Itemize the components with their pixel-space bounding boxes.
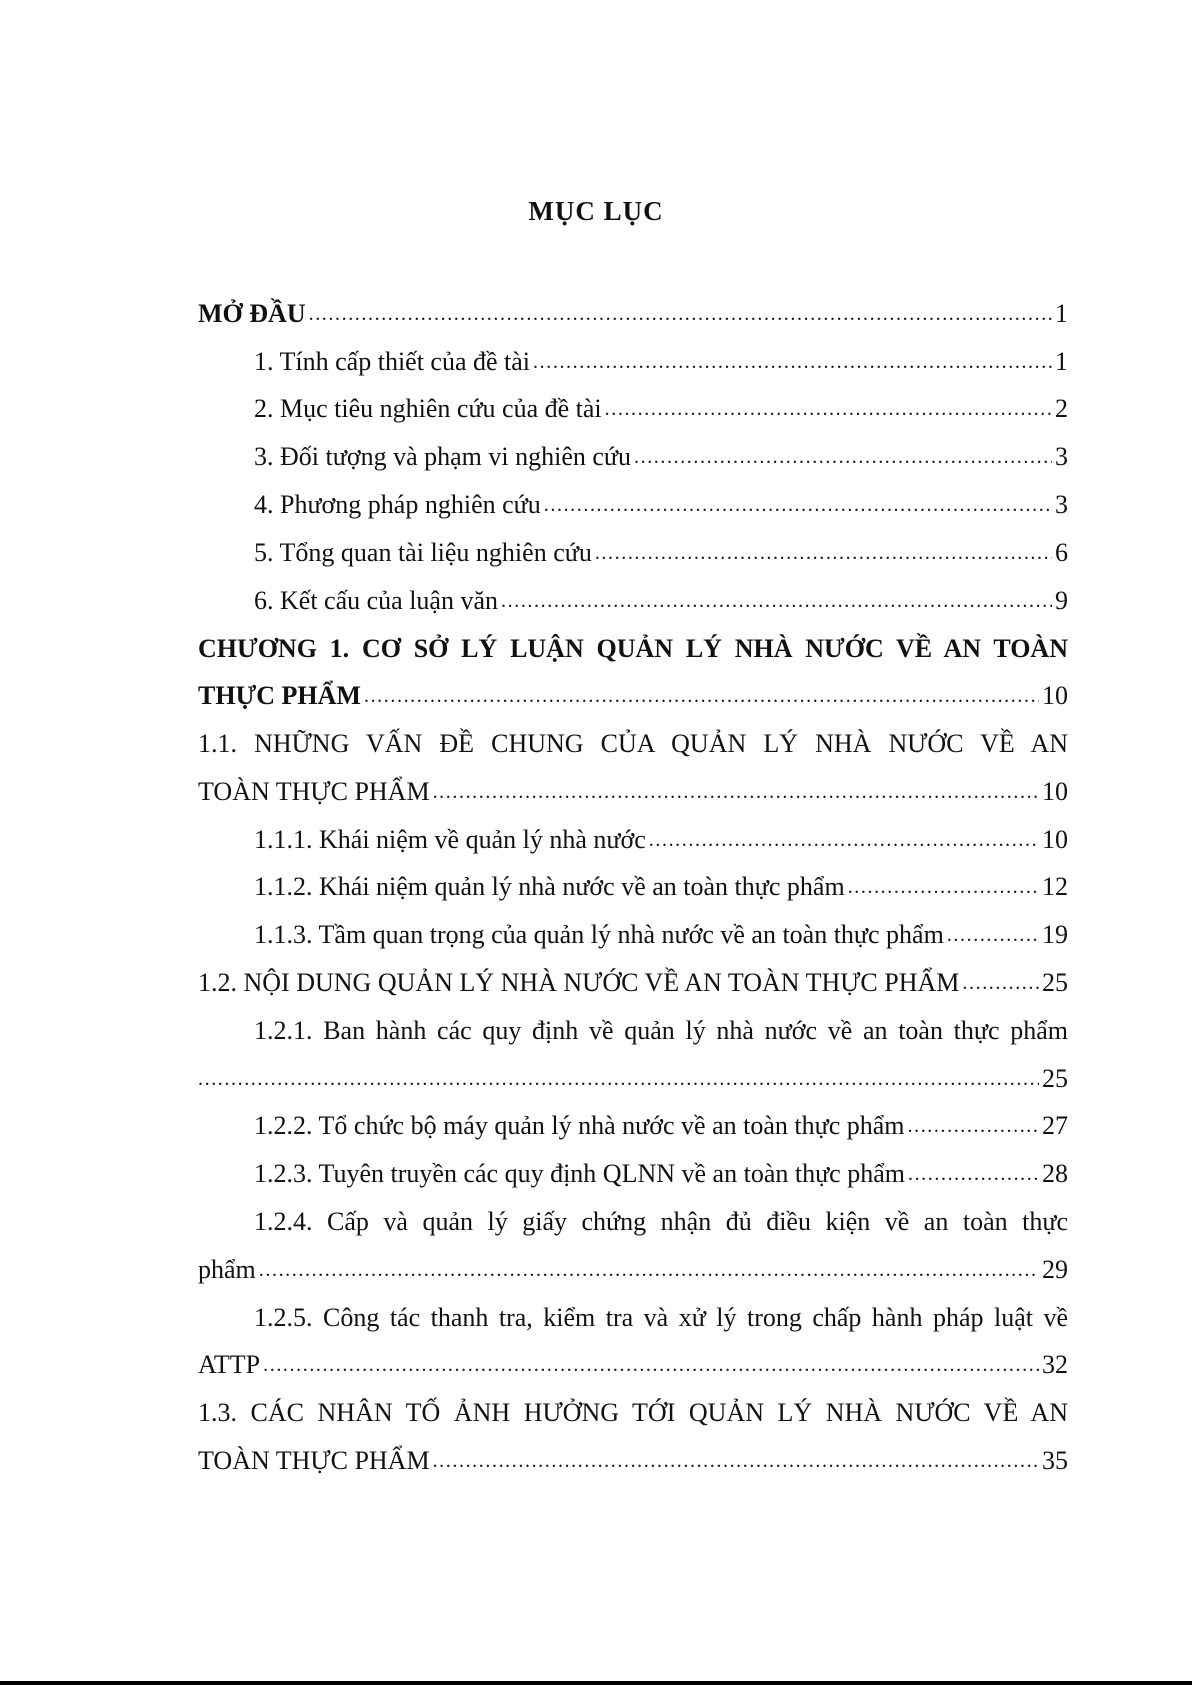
toc-entry-title: 1. Tính cấp thiết của đề tài (254, 346, 531, 376)
toc-entry-line1: 1.2.4. Cấp và quản lý giấy chứng nhận đủ điều kiện về an toàn thực (254, 1207, 1068, 1237)
toc-entry-title: 1.1.3. Tầm quan trọng của quản lý nhà nước về an toàn thực phẩm (254, 920, 944, 950)
toc-page-number: 10 (1042, 776, 1068, 806)
toc-entry-title: TOÀN THỰC PHẨM (198, 776, 430, 806)
toc-page-number: 3 (1055, 490, 1068, 520)
toc-leader-dots (544, 491, 1052, 519)
toc-entry-title: MỞ ĐẦU (198, 298, 306, 328)
toc-page-number: 28 (1042, 1159, 1068, 1189)
toc-page-number: 1 (1055, 346, 1068, 376)
toc-leader-dots (947, 921, 1039, 949)
toc-section-heading-line1: 1.3. CÁC NHÂN TỐ ẢNH HƯỞNG TỚI QUẢN LÝ NHÀ NƯỚC VỀ AN (198, 1398, 1068, 1428)
toc-leader-dots (605, 395, 1052, 423)
toc-leader-dots (649, 826, 1039, 854)
toc-page-number: 25 (1042, 968, 1068, 998)
toc-entry (198, 1342, 1068, 1390)
toc-page-number: 6 (1055, 537, 1068, 567)
toc-entry (198, 433, 1068, 481)
toc-leader-dots (309, 300, 1052, 328)
toc-entry-title: 2. Mục tiêu nghiên cứu của đề tài (254, 394, 602, 424)
toc-entry-title: 5. Tổng quan tài liệu nghiên cứu (254, 537, 592, 567)
toc-entry (198, 816, 1068, 864)
toc-leader-dots (259, 1256, 1039, 1284)
toc-entry-title: 3. Đối tượng và phạm vi nghiên cứu (254, 442, 631, 472)
toc-page-number: 10 (1042, 824, 1068, 854)
table-of-contents (198, 290, 1068, 1485)
toc-section-heading (198, 1437, 1068, 1485)
toc-entry-title: 1.2.2. Tổ chức bộ máy quản lý nhà nước về an toàn thực phẩm (254, 1111, 905, 1141)
toc-chapter-heading-line1: CHƯƠNG 1. CƠ SỞ LÝ LUẬN QUẢN LÝ NHÀ NƯỚC VỀ AN TOÀN (198, 633, 1068, 663)
toc-entry-title: ATTP (198, 1350, 261, 1380)
toc-leader-dots (433, 1447, 1039, 1475)
toc-chapter-heading (198, 672, 1068, 720)
toc-leader-dots (595, 539, 1052, 567)
toc-page-number: 10 (1042, 681, 1068, 711)
toc-leader-dots (848, 873, 1039, 901)
toc-entry-title: 6. Kết cấu của luận văn (254, 585, 499, 615)
toc-page-number: 12 (1042, 872, 1068, 902)
toc-leader-dots (263, 1351, 1039, 1379)
toc-leader-dots (198, 1065, 1039, 1093)
toc-page-number: 9 (1055, 585, 1068, 615)
toc-leader-dots (908, 1112, 1040, 1140)
toc-page-number: 2 (1055, 394, 1068, 424)
toc-section-heading-line1: 1.1. NHỮNG VẤN ĐỀ CHUNG CỦA QUẢN LÝ NHÀ NƯỚC VỀ AN (198, 729, 1068, 759)
toc-page-number: 19 (1042, 920, 1068, 950)
toc-leader-dots (634, 443, 1052, 471)
toc-leader-dots (962, 969, 1039, 997)
toc-section-heading (198, 959, 1068, 1007)
page-title: MỤC LỤC (528, 196, 664, 226)
toc-entry (198, 1150, 1068, 1198)
toc-page-number: 29 (1042, 1254, 1068, 1284)
toc-entry-line1: 1.2.5. Công tác thanh tra, kiểm tra và xử lý trong chấp hành pháp luật về (254, 1302, 1068, 1332)
toc-leader-dots (908, 1160, 1039, 1188)
toc-entry-title: 1.1.2. Khái niệm quản lý nhà nước về an toàn thực phẩm (254, 872, 845, 902)
toc-page-number: 25 (1042, 1063, 1068, 1093)
toc-entry (198, 911, 1068, 959)
toc-entry-title: 4. Phương pháp nghiên cứu (254, 490, 541, 520)
toc-entry-title: phẩm (198, 1254, 256, 1284)
toc-entry-title: TOÀN THỰC PHẨM (198, 1446, 430, 1476)
toc-leader-dots (501, 587, 1052, 615)
toc-entry-line1: 1.2.1. Ban hành các quy định về quản lý nhà nước về an toàn thực phẩm (254, 1015, 1068, 1045)
page-bottom-border (0, 1681, 1192, 1685)
toc-entry-title: THỰC PHẨM (198, 681, 361, 711)
toc-entry (198, 529, 1068, 577)
toc-entry (198, 338, 1068, 386)
toc-page-number: 27 (1042, 1111, 1068, 1141)
toc-leader-dots (364, 682, 1039, 710)
toc-entry (198, 1103, 1068, 1151)
toc-entry (198, 1055, 1068, 1103)
toc-entry (198, 481, 1068, 529)
toc-leader-dots (433, 778, 1039, 806)
toc-entry-title: 1.2. NỘI DUNG QUẢN LÝ NHÀ NƯỚC VỀ AN TOÀN THỰC PHẨM (198, 968, 960, 998)
toc-entry-title: 1.1.1. Khái niệm về quản lý nhà nước (254, 824, 646, 854)
toc-entry-mo-dau (198, 290, 1068, 338)
toc-page-number: 3 (1055, 442, 1068, 472)
toc-entry (198, 577, 1068, 625)
toc-leader-dots (533, 348, 1052, 376)
toc-page-number: 32 (1042, 1350, 1068, 1380)
toc-entry (198, 386, 1068, 434)
toc-entry (198, 1246, 1068, 1294)
toc-section-heading (198, 768, 1068, 816)
toc-entry (198, 864, 1068, 912)
toc-entry-title: 1.2.3. Tuyên truyền các quy định QLNN về an toàn thực phẩm (254, 1159, 905, 1189)
toc-page-number: 1 (1055, 298, 1068, 328)
toc-page-number: 35 (1042, 1446, 1068, 1476)
